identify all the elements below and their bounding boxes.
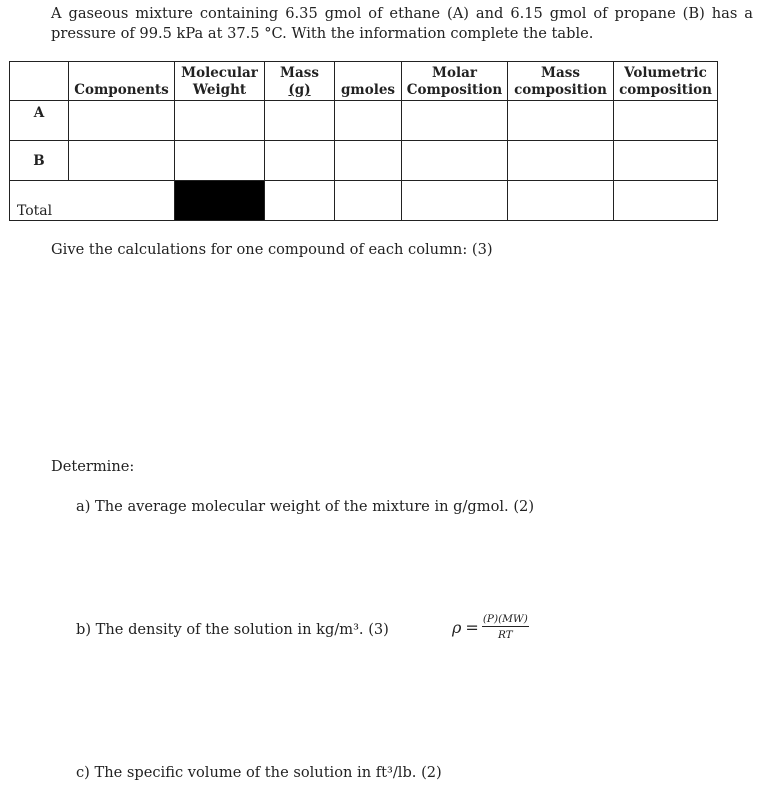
cell-b-molecular-weight[interactable] [175, 141, 265, 181]
cell-b-gmoles[interactable] [335, 141, 402, 181]
cell-b-components[interactable] [69, 141, 175, 181]
header-gmoles: gmoles [335, 62, 402, 101]
cell-a-mass-composition[interactable] [508, 101, 614, 141]
cell-b-mass-composition[interactable] [508, 141, 614, 181]
formula-equals: = [465, 617, 479, 637]
cell-a-gmoles[interactable] [335, 101, 402, 141]
question-a: a) The average molecular weight of the mixture in g/gmol. (2) [76, 498, 535, 515]
header-mass-composition: Mass composition [508, 62, 614, 101]
cell-a-molecular-weight[interactable] [175, 101, 265, 141]
header-components: Components [69, 62, 175, 101]
header-volumetric-composition: Volumetric composition [614, 62, 718, 101]
calculations-instruction: Give the calculations for one compound of each column: (3) [51, 241, 493, 258]
cell-a-molar-composition[interactable] [402, 101, 508, 141]
header-molar-composition: Molar Composition [402, 62, 508, 101]
cell-a-mass[interactable] [265, 101, 335, 141]
header-mass: Mass (g) [265, 62, 335, 101]
formula-denominator: RT [497, 629, 513, 641]
cell-total-volumetric-composition[interactable] [614, 181, 718, 221]
cell-total-molar-composition[interactable] [402, 181, 508, 221]
cell-a-volumetric-composition[interactable] [614, 101, 718, 141]
cell-b-molar-composition[interactable] [402, 141, 508, 181]
table-row-b [10, 141, 718, 181]
determine-heading: Determine: [51, 458, 135, 475]
table-header-row [10, 62, 718, 101]
density-formula [452, 613, 529, 641]
cell-b-mass[interactable] [265, 141, 335, 181]
table-row-a [10, 101, 718, 141]
problem-statement: A gaseous mixture containing 6.35 gmol of ethane (A) and 6.15 gmol of propane (B) has a pressure of 99.5 kPa at 37.5 °C. With the information complete the table. [51, 5, 753, 42]
cell-b-volumetric-composition[interactable] [614, 141, 718, 181]
formula-rho: ρ [452, 617, 462, 637]
row-label-a: A [10, 101, 69, 141]
cell-total-mass-composition[interactable] [508, 181, 614, 221]
header-molecular-weight: Molecular Weight [175, 62, 265, 101]
row-label-b: B [10, 141, 69, 181]
table-row-total [10, 181, 718, 221]
cell-total-molecular-weight-blocked [175, 181, 265, 221]
header-row-label [10, 62, 69, 101]
cell-a-components[interactable] [69, 101, 175, 141]
formula-fraction [482, 613, 529, 641]
question-c: c) The specific volume of the solution in ft³/lb. (2) [76, 764, 442, 781]
cell-total-mass[interactable] [265, 181, 335, 221]
total-label: Total [10, 181, 175, 221]
composition-table [9, 61, 718, 221]
formula-numerator: (P)(MW) [482, 613, 528, 625]
question-b: b) The density of the solution in kg/m³. (3) [76, 621, 389, 638]
cell-total-gmoles[interactable] [335, 181, 402, 221]
